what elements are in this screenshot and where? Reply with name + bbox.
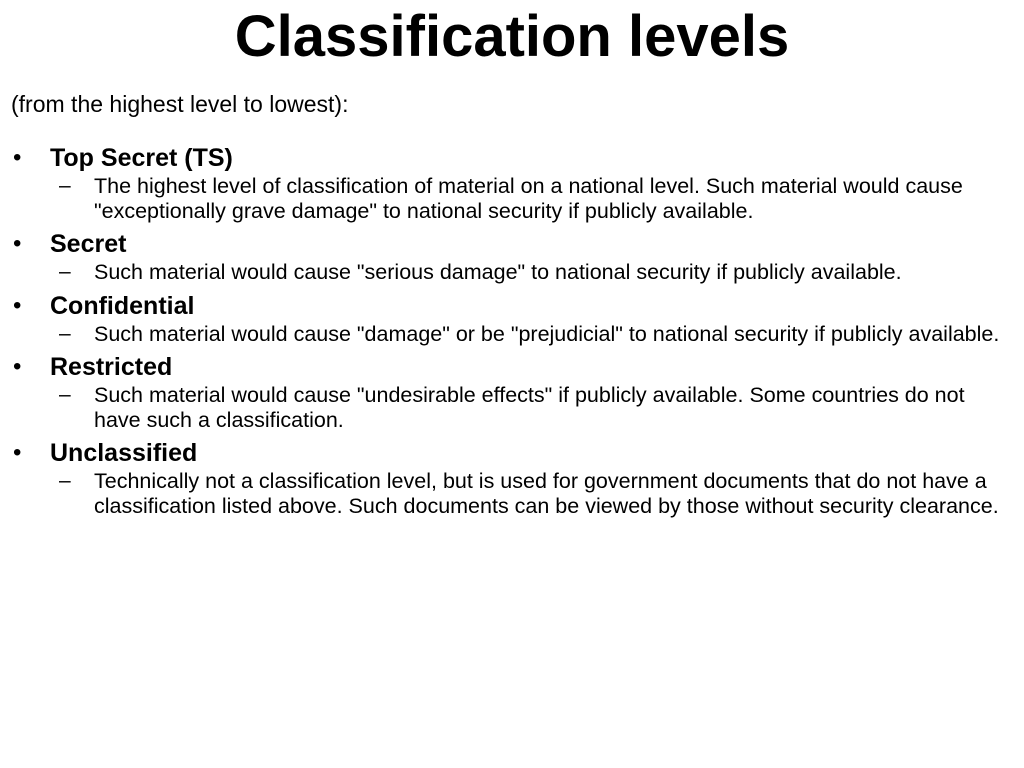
- level-name: Secret: [50, 230, 127, 258]
- level-description-text: Such material would cause "serious damage" to national security if publicly available.: [94, 260, 902, 284]
- level-description: [0, 174, 1004, 223]
- level-item-unclassified: [0, 437, 1024, 518]
- slide-subtitle: (from the highest level to lowest):: [11, 91, 349, 117]
- bullet-icon: •: [13, 291, 22, 319]
- dash-icon: –: [59, 383, 71, 406]
- slide-title: Classification levels: [234, 4, 790, 69]
- level-description-text: Technically not a classification level, but is used for government documents that do not have a classification listed above. Such documents can be viewed by those without security clearance.: [94, 469, 999, 518]
- bullet-icon: •: [13, 353, 22, 380]
- level-description: [0, 383, 1004, 432]
- level-description-text: Such material would cause "undesirable effects" if publicly available. Some countries do not have such a classification.: [94, 383, 965, 432]
- level-name: Restricted: [50, 353, 173, 381]
- level-name: Confidential: [50, 291, 195, 320]
- bullet-icon: •: [13, 144, 22, 171]
- level-heading: [0, 290, 1024, 322]
- level-item-top-secret: [0, 142, 1024, 223]
- level-name: Top Secret (TS): [50, 144, 233, 172]
- bullet-icon: •: [13, 230, 22, 257]
- bullet-icon: •: [13, 439, 22, 466]
- level-description: [0, 322, 1004, 347]
- level-heading: [0, 228, 1024, 260]
- level-item-secret: [0, 228, 1024, 285]
- level-item-confidential: [0, 290, 1024, 347]
- level-description: [0, 469, 1004, 518]
- level-name: Unclassified: [50, 439, 198, 467]
- level-item-restricted: [0, 351, 1024, 432]
- level-description-text: The highest level of classification of material on a national level. Such material would cause "exceptionally grave damage" to national security if publicly available.: [94, 174, 963, 223]
- level-description-text: Such material would cause "damage" or be "prejudicial" to national security if publicly available.: [94, 321, 1000, 346]
- dash-icon: –: [59, 174, 71, 197]
- level-heading: [0, 142, 1024, 174]
- dash-icon: –: [59, 469, 71, 492]
- level-heading: [0, 351, 1024, 383]
- level-heading: [0, 437, 1024, 469]
- dash-icon: –: [59, 260, 71, 283]
- classification-level-list: [0, 142, 1024, 523]
- dash-icon: –: [59, 321, 71, 345]
- level-description: [0, 260, 1004, 285]
